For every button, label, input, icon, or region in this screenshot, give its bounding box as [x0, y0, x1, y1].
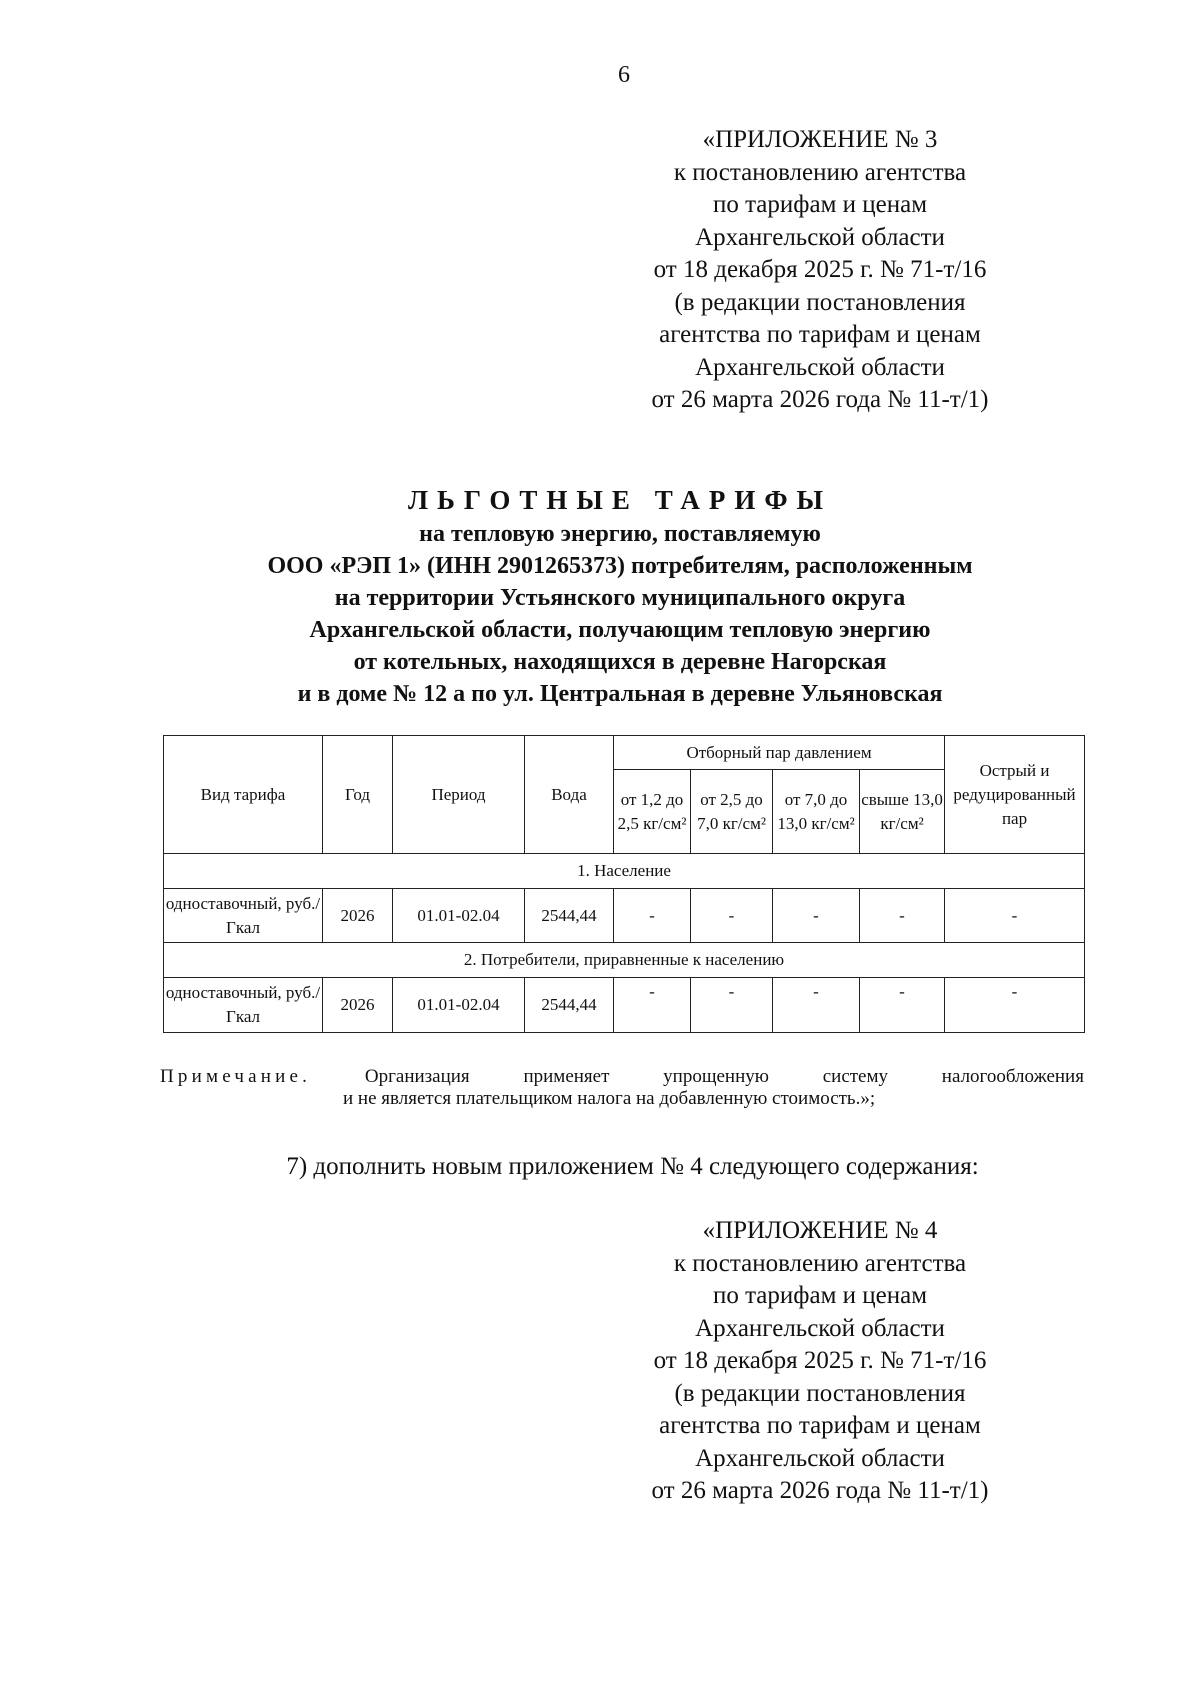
cell-steam-2: - [691, 889, 773, 943]
header-steam-1: от 1,2 до 2,5 кг/см² [614, 770, 691, 854]
appendix-line: к постановлению агентства [673, 158, 967, 186]
appendix-line: (в редакции постановления [674, 288, 966, 316]
cell-steam-2: - [691, 978, 773, 1033]
title-line: на территории Устьянского муниципального округа [334, 585, 906, 611]
appendix-line: по тарифам и ценам [712, 191, 928, 218]
appendix-4-header [620, 1215, 1020, 1508]
cell-steam-4: - [860, 889, 945, 943]
document-title [150, 482, 1090, 710]
cell-period: 01.01-02.04 [393, 889, 525, 943]
appendix-line: к постановлению агентства [673, 1249, 967, 1277]
title-main: ЛЬГОТНЫЕ ТАРИФЫ [407, 485, 833, 515]
appendix-line: агентства по тарифам и ценам [659, 1412, 981, 1439]
title-line: на тепловую энергию, поставляемую [419, 521, 821, 547]
appendix-line: (в редакции постановления [674, 1379, 966, 1407]
cell-steam-3: - [773, 889, 860, 943]
appendix-line: от 26 марта 2026 года № 11-т/1) [651, 1477, 989, 1504]
appendix-line: агентства по тарифам и ценам [659, 321, 981, 348]
header-sharp-steam: Острый и редуцированный пар [945, 736, 1085, 854]
appendix-line: от 18 декабря 2025 г. № 71-т/16 [653, 256, 987, 283]
note-word: упрощенную [663, 1066, 769, 1087]
appendix-line: Архангельской области [695, 353, 945, 381]
note-word: применяет [523, 1066, 610, 1087]
cell-steam-3: - [773, 978, 860, 1033]
note-word: Организация [364, 1066, 470, 1087]
amendment-item: 7) дополнить новым приложением № 4 следующего содержания: [286, 1153, 979, 1180]
cell-year: 2026 [323, 889, 393, 943]
appendix-line: от 18 декабря 2025 г. № 71-т/16 [653, 1347, 987, 1374]
cell-steam-1: - [614, 889, 691, 943]
section-title: 1. Население [164, 854, 1085, 889]
header-steam-group: Отборный пар давлением [614, 736, 945, 770]
header-year: Год [323, 736, 393, 854]
appendix-line: «ПРИЛОЖЕНИЕ № 4 [702, 1217, 938, 1244]
cell-water: 2544,44 [525, 978, 614, 1033]
cell-steam-1: - [614, 978, 691, 1033]
cell-steam-4: - [860, 978, 945, 1033]
header-period: Период [393, 736, 525, 854]
header-water: Вода [525, 736, 614, 854]
page-number: 6 [618, 62, 630, 88]
header-steam-3: от 7,0 до 13,0 кг/см² [773, 770, 860, 854]
note-word: систему [822, 1066, 889, 1087]
title-line: от котельных, находящихся в деревне Нагорская [353, 649, 887, 675]
note-word: налогообложения [941, 1066, 1084, 1087]
cell-period: 01.01-02.04 [393, 978, 525, 1033]
section-title: 2. Потребители, приравненные к населению [164, 943, 1085, 978]
cell-sharp-steam: - [945, 978, 1085, 1033]
note-line-2: и не является плательщиком налога на добавленную стоимость.»; [343, 1088, 876, 1109]
cell-water: 2544,44 [525, 889, 614, 943]
cell-year: 2026 [323, 978, 393, 1033]
appendix-line: Архангельской области [695, 1444, 945, 1472]
appendix-line: Архангельской области [695, 1314, 945, 1342]
title-line: Архангельской области, получающим тепловую энергию [309, 617, 931, 643]
appendix-3-header [620, 124, 1020, 417]
note-line-1 [160, 1066, 1084, 1088]
note [160, 1066, 1084, 1110]
header-tariff-type: Вид тарифа [164, 736, 323, 854]
tariffs-table [163, 735, 1085, 1033]
header-steam-2: от 2,5 до 7,0 кг/см² [691, 770, 773, 854]
cell-tariff-type: одноставочный, руб./Гкал [164, 978, 323, 1033]
cell-tariff-type: одноставочный, руб./Гкал [164, 889, 323, 943]
header-steam-4: свыше 13,0 кг/см² [860, 770, 945, 854]
cell-sharp-steam: - [945, 889, 1085, 943]
appendix-line: Архангельской области [695, 223, 945, 251]
appendix-line: от 26 марта 2026 года № 11-т/1) [651, 386, 989, 413]
title-line: ООО «РЭП 1» (ИНН 2901265373) потребителям, расположенным [267, 553, 973, 579]
note-label: Примечание. [160, 1066, 312, 1087]
title-line: и в доме № 12 а по ул. Центральная в деревне Ульяновская [297, 681, 943, 707]
appendix-line: по тарифам и ценам [712, 1282, 928, 1309]
appendix-line: «ПРИЛОЖЕНИЕ № 3 [702, 126, 938, 153]
